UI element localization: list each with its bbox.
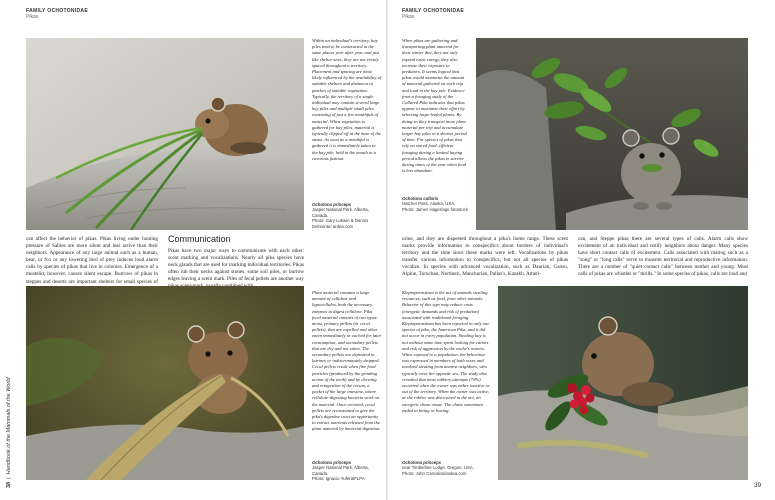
caption-photo2-text: When pikas are gathering and transporting plant material for their winter diet, they not only expend extra energy, they also increase their exposure to predators. It seems logical that pikas would maximize the amount of material gathered on each trip and load in the hay pile. Evidence from a foraging study of the Collared Pika indicates that pikas appear to maximize their effort by selecting large-leafed plants. By doing so they transport more plant material per trip and accumulate larger hay piles in a shorter period of time. For species of pikas that rely on stored food, efficient foraging during a limited haying period allows the pikas to survive during times of the year when food is less abundant.	[402, 38, 467, 174]
body-text-col2	[168, 248, 304, 291]
credit-photo2-species: Ochotona collaris	[402, 196, 439, 201]
credit-photo4-species: Ochotona princeps	[402, 460, 442, 465]
credit-photo1-photographer: Photo: Gary Lukwin & Dennis Delmonte/ ardea.com	[312, 218, 369, 229]
credit-photo2	[402, 196, 468, 212]
caption-photo1	[312, 38, 382, 168]
credit-photo3-photographer: Photo: Ignacio Yufera/FLPA	[312, 476, 365, 482]
body-text-col1-content: can affect the behavior of pikas. Pikas living under hunting pressure of Sables are more silent and less active than their neighbors. Appearance of any large animal such as a human, bear, or fox or any lowering bird of prey induces loud alarm calls by species of pikas that live in colonies. Emergence of a mustelid, however, causes silent escape. Burrows of pikas in steppes and deserts are important shelters for small species of	[26, 236, 158, 285]
right-running-head	[402, 8, 464, 20]
caption-photo1-text: Within an individual's territory, hay piles tend to be constructed in the same places year after year, and just like shelter sites, they are not evenly spaced throughout a territory. Placement and spacing are most likely influenced by the availability of suitable shelters and distances to patches of suitable vegetation. Typically, the territory of a single individual may contain several large hay piles and multiple small piles consisting of just a few mouthfuls of material. When vegetation is gathered for hay piles, material is typically clipped off at the base of the stems. As soon as a mouthful is gathered it is immediately taken to the hay pile, held in the mouth in a cavorous fashion.	[312, 38, 382, 161]
left-family-label: FAMILY OCHOTONIDAE	[26, 8, 88, 14]
credit-photo4	[402, 460, 490, 476]
right-subfamily-label: Pikas	[402, 14, 415, 20]
caption-photo4-text: Kleptoparasitism is the act of animals stealing resources, such as food, from other animals. Behavior of this type may reduce costs (energetic demands and risk of predation) associated with traditional foraging. Kleptoparasitism has been reported in only one species of pika, the American Pika, and it did not occur in every population. Stealing hay is not without some time spent looking for caches and risk of aggression by the cache's owners. When exposed to a population, the behaviour was expressed in members of both sexes and involved stealing from nearest neighbors, who typically were the opposite sex. The study also revealed that most robbery attempts (70%) occurred when the owner was either inactive or out of the territory. When the owner was active, or the robber was discovered in the act, an energetic chase ensue. The chase sometimes ended in biting or boxing.	[402, 290, 490, 413]
body-text-col3-content: urine, and they are dispersed throughout a pika's home range. These scent marks provide information to conspecifics about borders of individual's territory and the time since these marks were left. Vocalizations by pikas transfer various information to conspecifics, but not all species of pikas vocalize. In species with advanced vocalization, such as Daurian, Gansu, Alpine, Turuchan, Northern, Manchurian, Pallas's, Kazakh, Ameri-	[402, 236, 568, 278]
right-family-label: FAMILY OCHOTONIDAE	[402, 8, 464, 14]
credit-photo4-location: near Timberline Lodge, Oregon, USA.	[402, 465, 474, 471]
book-title: Handbook of the Mammals of the World	[6, 377, 12, 475]
credit-photo3	[312, 460, 382, 482]
left-running-head	[26, 8, 88, 20]
body-text-col3	[402, 236, 568, 279]
photo-pika-grass	[26, 38, 304, 230]
left-subfamily-label: Pikas	[26, 14, 39, 20]
photo-pika-dry-leaf	[26, 286, 304, 480]
credit-photo4-photographer: Photo: John Cancalosi/ardea.com	[402, 470, 467, 476]
caption-photo2	[402, 38, 468, 180]
body-text-col4-content: can, and Steppe pikas there are several types of calls. Alarm calls show excitement of an individual and notify neighbors about danger. Many species have short contact calls of excitement. Calls associated with mating such as a "song" or "long calls" serve to transmit territorial and reproductive information. There are a number of "quiet contact calls" between mother and young. Most calls of pikas are whistles or "thrills." In some species of pikas, calls are loud and	[578, 236, 748, 278]
caption-photo4	[402, 290, 490, 420]
credit-photo2-location: Hatcher Pass, Alaska, USA.	[402, 201, 456, 207]
photo-collared-pika-plant	[476, 38, 748, 230]
section-heading: Communication	[168, 234, 231, 244]
photo-pika-berries	[498, 286, 748, 480]
credit-photo1-location: Jasper National Park, Alberta, Canada.	[312, 207, 369, 218]
credit-photo1	[312, 202, 382, 229]
left-folio-text: 38 | Handbook of the Mammals of the World	[6, 377, 12, 488]
right-page-number: 39	[754, 482, 762, 489]
body-text-col2-content: Pikas have two major ways to communicate with each other: scent marking and vocalizations. Nearly all pika species have neck glands that are used for marking individual territories. Pikas often rub their necks against stones, some soil piles, or burrow edges leaving a scent mark. Piles of fecal pellets are another way	[168, 248, 304, 283]
left-page-number: 38	[6, 481, 12, 488]
credit-photo1-species: Ochotona princeps	[312, 202, 352, 207]
credit-photo3-species: Ochotona princeps	[312, 460, 352, 465]
credit-photo3-location: Jasper National Park, Alberta, Canada.	[312, 465, 369, 476]
caption-photo3-text: Plant material contains a large amount of cellulose and lignocellulos, both the necessary enzymes to digest cellulose. Pika fecal material consists of two types: moist, primary pellets (or cecal pellets), that are expelled and other eaten immediately or cached for later consumption, and secondary pellets that are dry and not eaten. The secondary pellets are deposited in latrines or indiscriminately dropped. Cecal pellets result when fine food particles (produced by the grinding action of the teeth) and by chewing and reingestion of the cecum, a pocket of the large intestine, where cellulose-digesting bacteria work on the material. Once excreted, cecal pellets are reconsumed to give the pika's digestive tract an opportunity to extract nutrients released from the plant material by bacterial digestion.	[312, 290, 382, 432]
page-fold	[386, 0, 388, 500]
left-folio	[3, 300, 13, 490]
caption-photo3	[312, 290, 382, 439]
credit-photo2-photographer: Photo: James Hager/age fotostock	[402, 206, 468, 212]
body-text-col4	[578, 236, 748, 279]
